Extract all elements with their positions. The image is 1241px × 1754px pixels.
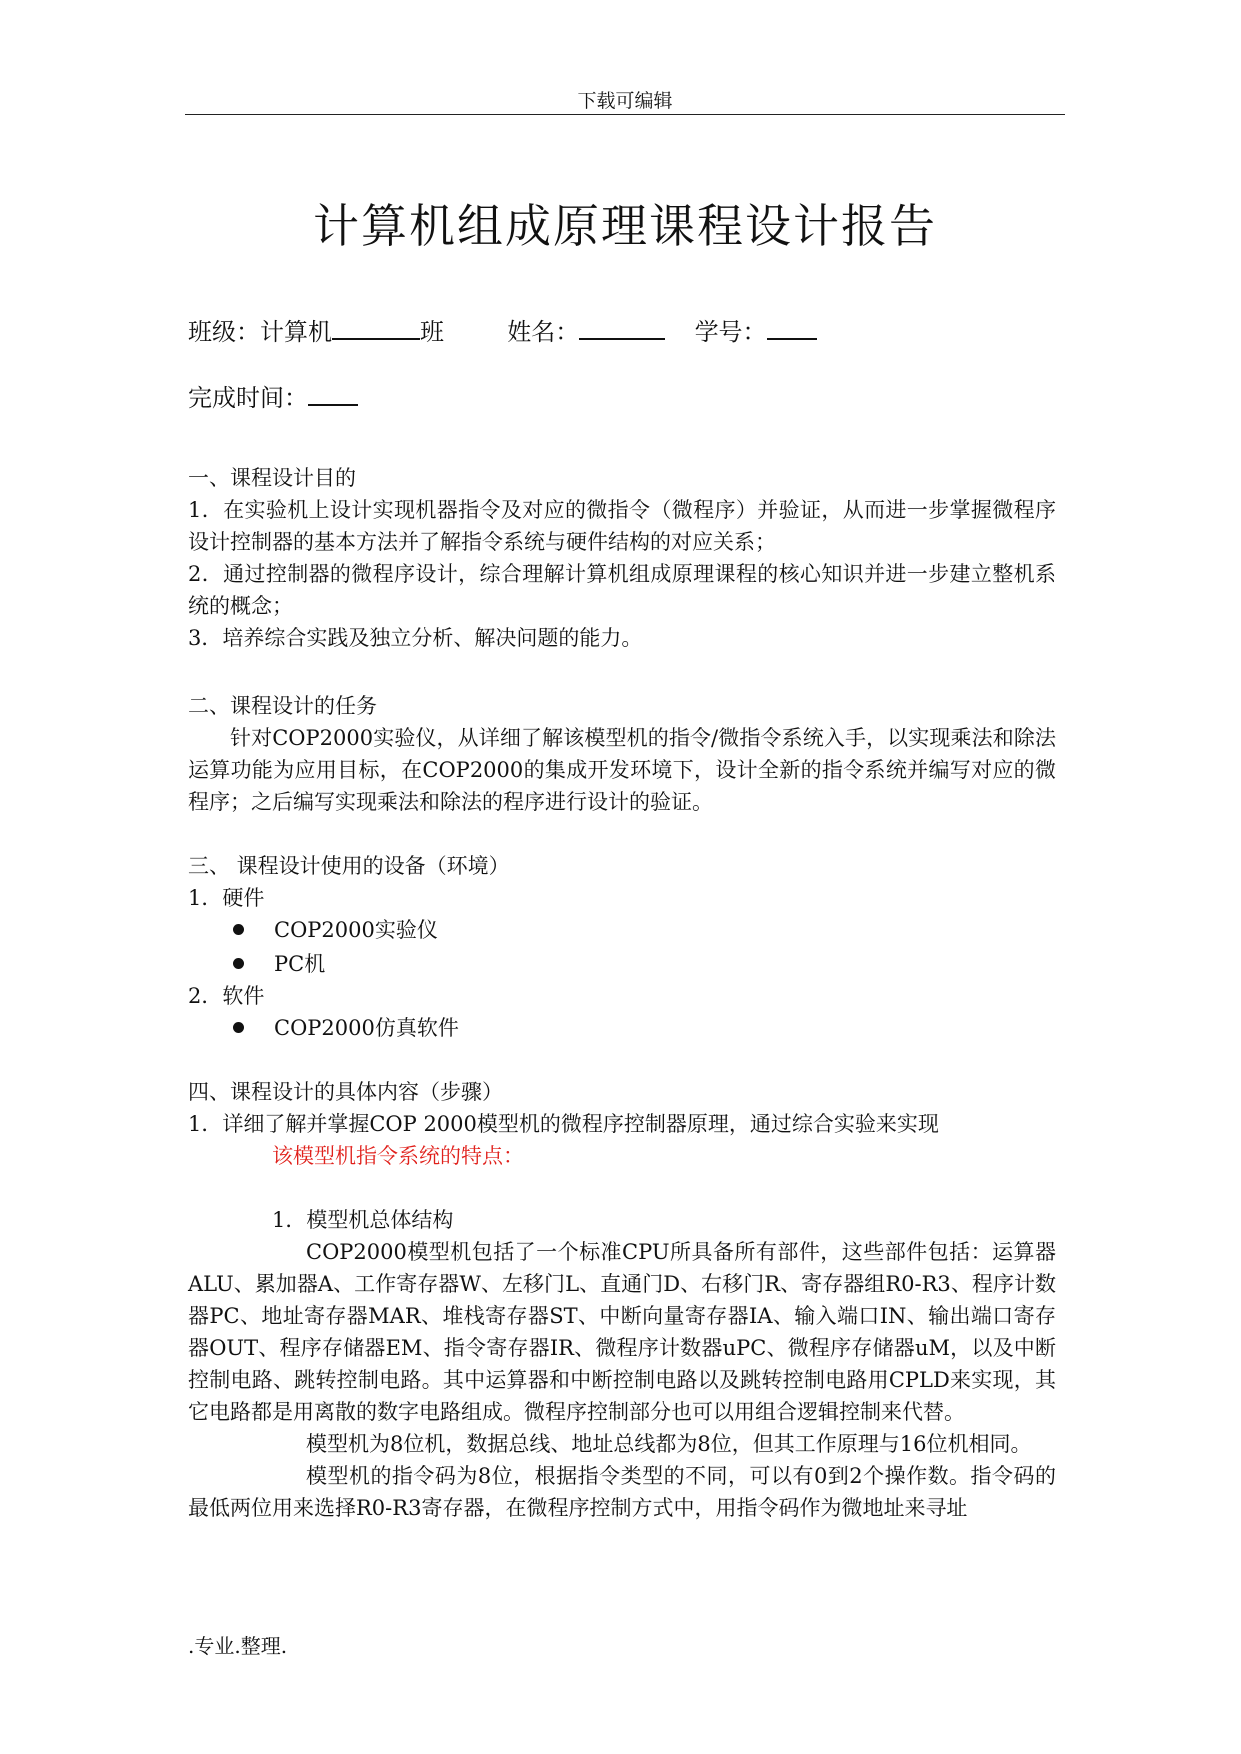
- hardware-item-1: COP2000实验仪: [274, 918, 438, 942]
- subsection-heading: 1．模型机总体结构: [272, 1208, 454, 1232]
- form-row-student-info: [188, 316, 817, 348]
- name-label: 姓名：: [507, 318, 580, 346]
- class-suffix: 班: [420, 318, 444, 346]
- page-footer: .专业.整理.: [188, 1634, 288, 1658]
- section3-heading: 三、 课程设计使用的设备（环境）: [188, 854, 510, 878]
- section1-body: [188, 494, 1056, 654]
- bullet-item: [233, 914, 438, 946]
- section2-body: [188, 722, 1056, 818]
- bullet-item: [233, 1012, 459, 1044]
- section4-body: [188, 1236, 1056, 1524]
- hardware-item-2: PC机: [274, 952, 326, 976]
- document-title: 计算机组成原理课程设计报告: [313, 199, 937, 253]
- section4-item-1: 1．详细了解并掌握COP 2000模型机的微程序控制器原理，通过综合实验来实现: [188, 1112, 939, 1136]
- red-subheading: 该模型机指令系统的特点：: [272, 1144, 524, 1168]
- id-blank: [767, 316, 817, 340]
- section1-item-2: 2．通过控制器的微程序设计，综合理解计算机组成原理课程的核心知识并进一步建立整机系统的概念；: [188, 562, 1056, 618]
- header-rule: [185, 114, 1065, 115]
- time-blank: [308, 382, 358, 406]
- bullet-item: [233, 948, 325, 980]
- class-label: 班级：计算机: [188, 318, 332, 346]
- bullet-dot-icon: [233, 924, 244, 935]
- section1-item-3: 3．培养综合实践及独立分析、解决问题的能力。: [188, 626, 643, 650]
- bullet-dot-icon: [233, 1022, 244, 1033]
- time-label: 完成时间：: [188, 384, 308, 412]
- software-item-1: COP2000仿真软件: [274, 1016, 459, 1040]
- software-label: 2．软件: [188, 984, 265, 1008]
- section2-paragraph: 针对COP2000实验仪，从详细了解该模型机的指令/微指令系统入手，以实现乘法和除法运算功能为应用目标，在COP2000的集成开发环境下，设计全新的指令系统并编写对应的微程序；之后编写实现乘法和除法的程序进行设计的验证。: [188, 726, 1056, 814]
- class-blank: [332, 316, 420, 340]
- section1-heading: 一、课程设计目的: [188, 466, 356, 490]
- section1-item-1: 1．在实验机上设计实现机器指令及对应的微指令（微程序）并验证，从而进一步掌握微程序设计控制器的基本方法并了解指令系统与硬件结构的对应关系；: [188, 498, 1056, 554]
- section2-heading: 二、课程设计的任务: [188, 694, 377, 718]
- hardware-label: 1．硬件: [188, 886, 265, 910]
- section4-heading: 四、课程设计的具体内容（步骤）: [188, 1080, 503, 1104]
- section4-paragraph-1: COP2000模型机包括了一个标准CPU所具备所有部件，这些部件包括：运算器ALU、累加器A、工作寄存器W、左移门L、直通门D、右移门R、寄存器组R0-R3、程序计数器PC、地址寄存器MAR、堆栈寄存器ST、中断向量寄存器IA、输入端口IN、输出端口寄存器OUT、程序存储器EM、指令寄存器IR、微程序计数器uPC、微程序存储器uM，以及中断控制电路、跳转控制电路。其中运算器和中断控制电路以及跳转控制电路用CPLD来实现，其它电路都是用离散的数字电路组成。微程序控制部分也可以用组合逻辑控制来代替。: [188, 1240, 1056, 1424]
- id-label: 学号：: [694, 318, 767, 346]
- section4-paragraph-2: 模型机为8位机，数据总线、地址总线都为8位，但其工作原理与16位机相同。: [306, 1432, 1032, 1456]
- page-header: 下载可编辑: [577, 90, 673, 112]
- bullet-dot-icon: [233, 958, 244, 969]
- section4-paragraph-3: 模型机的指令码为8位，根据指令类型的不同，可以有0到2个操作数。指令码的最低两位用来选择R0-R3寄存器，在微程序控制方式中，用指令码作为微地址来寻址: [188, 1464, 1056, 1520]
- name-blank: [579, 316, 665, 340]
- form-row-completion-time: [188, 382, 358, 414]
